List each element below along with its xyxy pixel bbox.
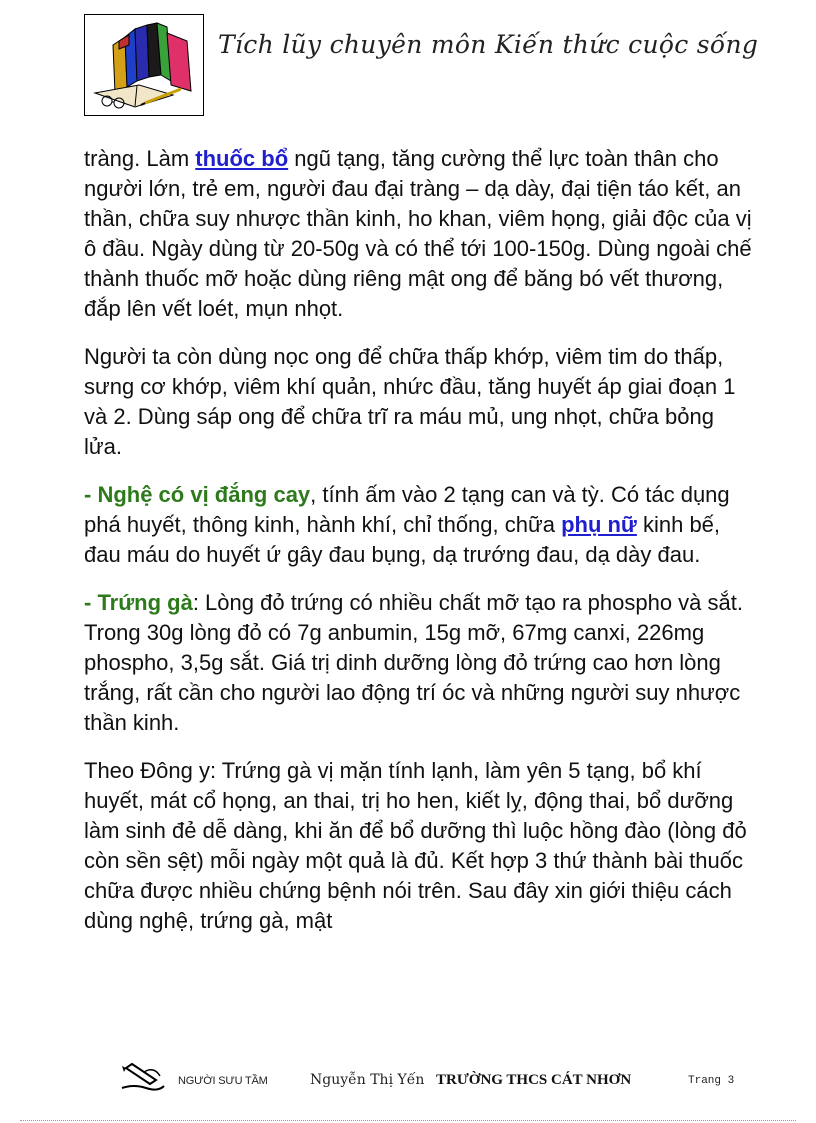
page-number: Trang 3 — [688, 1075, 735, 1087]
books-icon — [85, 15, 203, 115]
text-segment: , tính ấm vào 2 tạng can và tỳ. Có tác dụng phá huyết, thông kinh, hành khí, chỉ thống, chữa — [84, 482, 730, 537]
text-segment: kinh bế, đau máu do huyết ứ gây đau bụng, dạ trướng đau, dạ dày đau. — [84, 512, 721, 567]
paragraph-oriental-medicine: Theo Đông y: Trứng gà vị mặn tính lạnh, làm yên 5 tạng, bổ khí huyết, mát cổ họng, an thai, trị ho hen, kiết lỵ, động thai, bổ dưỡng làm sinh đẻ dễ dàng, khi ăn để bổ dưỡng thì luộc hồng đào (lòng đỏ còn sền sệt) mỗi ngày một quả là đủ. Kết hợp 3 thứ thành bài thuốc chữa được nhiều chứng bệnh nói trên. Sau đây xin giới thiệu cách dùng nghệ, trứng gà, mật — [84, 758, 747, 933]
link-phu-nu[interactable]: phụ nữ — [561, 512, 637, 537]
footer-school: TRƯỜNG THCS CÁT NHƠN — [436, 1072, 632, 1088]
text-segment: : Lòng đỏ trứng có nhiều chất mỡ tạo ra phospho và sắt. Trong 30g lòng đỏ có 7g anbumin, 15g mỡ, 67mg canxi, 226mg phospho, 3,5g sắt. Giá trị dinh dưỡng lòng đỏ trứng cao hơn lòng trắng, rất cần cho người lao động trí óc và những người suy nhược thần kinh. — [84, 590, 743, 735]
document-body — [84, 144, 754, 954]
text-segment: ngũ tạng, tăng cường thể lực toàn thân cho người lớn, trẻ em, người đau đại tràng – dạ dày, đại tiện táo kết, an thần, chữa suy nhược thần kinh, ho khan, viêm họng, giải độc của vị ô đầu. Ngày dùng từ 20-50g và có thể tới 100-150g. Dùng ngoài chế thành thuốc mỡ hoặc dùng riêng mật ong để băng bó vết thương, đắp lên vết loét, mụn nhọt. — [84, 146, 752, 321]
text-segment: tràng. Làm — [84, 146, 196, 171]
header-title: Tích lũy chuyên môn Kiến thức cuộc sống — [218, 30, 759, 59]
header-logo — [84, 14, 204, 116]
paragraph-egg — [84, 588, 754, 738]
page-bottom-rule — [20, 1120, 796, 1121]
paragraph-bee-venom: Người ta còn dùng nọc ong để chữa thấp khớp, viêm tim do thấp, sưng cơ khớp, viêm khí quản, nhức đầu, tăng huyết áp giai đoạn 1 và 2. Dùng sáp ong để chữa trĩ ra máu mủ, ung nhọt, chữa bỏng lửa. — [84, 344, 736, 459]
heading-egg: - Trứng gà — [84, 590, 193, 615]
paragraph-turmeric — [84, 480, 754, 570]
paragraph-honey-uses — [84, 144, 754, 324]
page-footer — [120, 1062, 760, 1092]
pen-icon — [120, 1062, 166, 1092]
link-thuoc-bo[interactable]: thuốc bổ — [195, 146, 289, 171]
footer-collector-label: NGƯỜI SƯU TẦM — [178, 1075, 268, 1087]
footer-author: Nguyễn Thị Yến — [310, 1072, 425, 1088]
heading-turmeric: - Nghệ có vị đắng cay — [84, 482, 311, 507]
